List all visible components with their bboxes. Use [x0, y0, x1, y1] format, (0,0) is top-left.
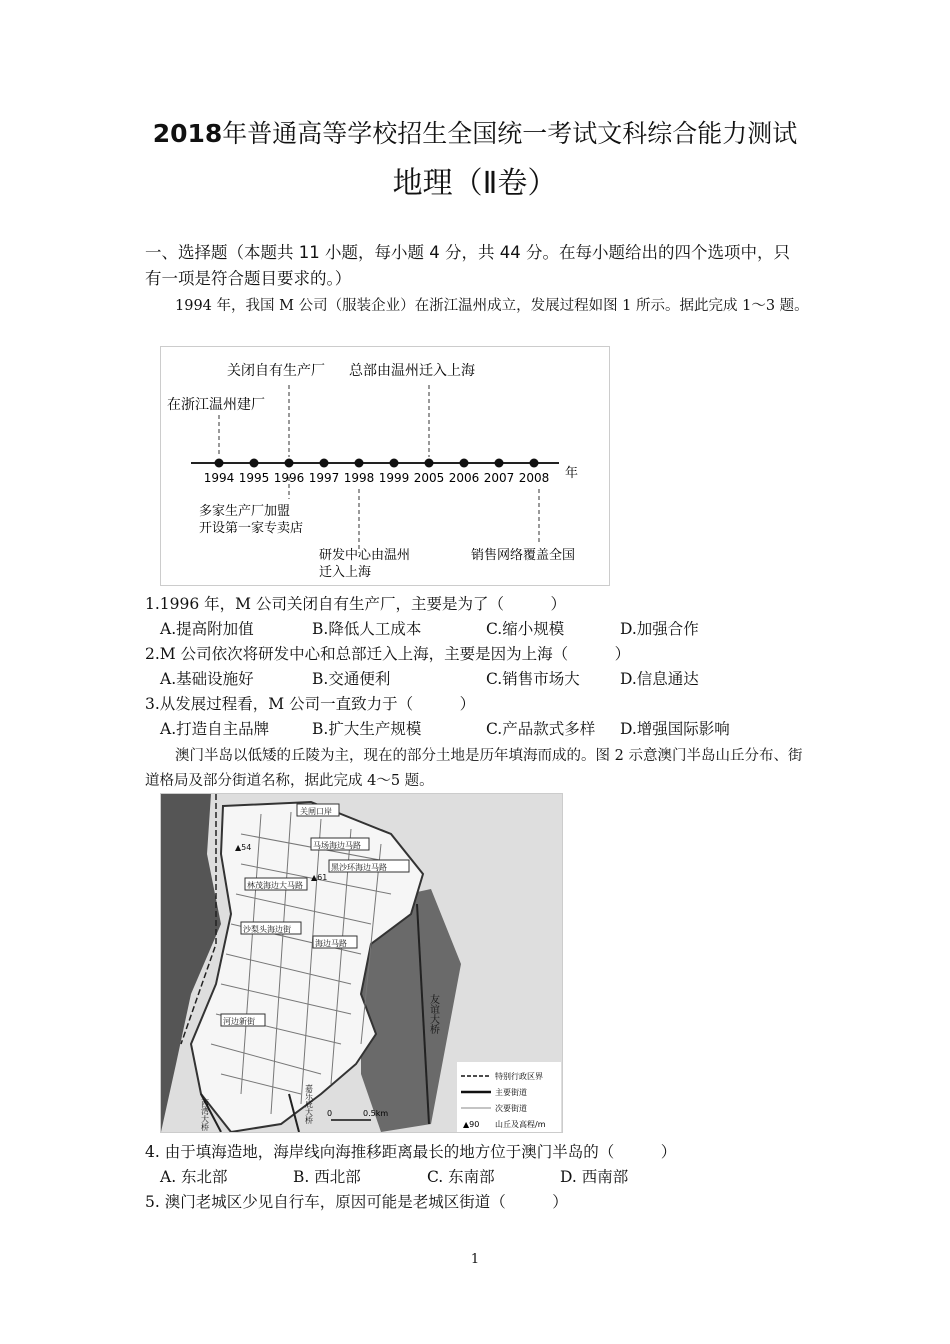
timeline-year-label: 1995 — [238, 471, 270, 485]
label-road6: 河边新街 — [223, 1017, 255, 1026]
question-stem: 1.1996 年，M 公司关闭自有生产厂，主要是为了（ ） — [145, 595, 566, 613]
question-stem: 3.从发展过程看，M 公司一直致力于（ ） — [145, 695, 476, 713]
timeline-year-label: 2006 — [448, 471, 480, 485]
event-2005: 总部由温州迁入上海 — [349, 363, 475, 379]
option-a[interactable]: A. 东北部 — [160, 1168, 228, 1186]
label-road1: 马场海边马路 — [313, 841, 361, 850]
page-number: 1 — [470, 1252, 480, 1267]
question-stem: 2.M 公司依次将研发中心和总部迁入上海，主要是因为上海（ ） — [145, 645, 631, 663]
option-d[interactable]: D. 西南部 — [560, 1168, 629, 1186]
event-1994: 在浙江温州建厂 — [167, 397, 265, 413]
label-road5: 海边马路 — [315, 939, 347, 948]
timeline-year-label: 1998 — [343, 471, 375, 485]
timeline-point — [285, 459, 294, 468]
figure-1-timeline — [160, 346, 610, 586]
question-stem: 4. 由于填海造地，海岸线向海推移距离最长的地方位于澳门半岛的（ ） — [145, 1143, 677, 1161]
option-c[interactable]: C. 东南部 — [427, 1168, 495, 1186]
page-subtitle: 地理（Ⅱ卷） — [392, 166, 558, 201]
option-a[interactable]: A.基础设施好 — [160, 670, 254, 688]
label-gate: 关闸口岸 — [300, 807, 332, 816]
timeline-point — [390, 459, 399, 468]
event-1996-below-1: 多家生产厂加盟 — [199, 504, 291, 519]
label-road2: 黑沙环海边马路 — [331, 863, 387, 872]
timeline-point — [530, 459, 539, 468]
scale-dist: 0.5km — [363, 1109, 389, 1118]
option-d[interactable]: D.信息通达 — [620, 670, 699, 688]
option-c[interactable]: C.销售市场大 — [486, 670, 580, 688]
event-2008: 销售网络覆盖全国 — [471, 548, 576, 563]
timeline-year-label: 1994 — [203, 471, 235, 485]
map-legend — [457, 1062, 561, 1132]
section-instructions: 一、选择题（本题共 11 小题，每小题 4 分，共 44 分。在每小题给出的四个选项中，只有一项是符合题目要求的。） — [145, 243, 790, 288]
legend-hill: 山丘及高程/m — [495, 1120, 546, 1129]
year-unit: 年 — [565, 466, 579, 481]
timeline-point — [425, 459, 434, 468]
option-d[interactable]: D.加强合作 — [620, 620, 699, 638]
label-road3: 林茂海边大马路 — [247, 881, 303, 890]
timeline-year-label: 1997 — [308, 471, 340, 485]
legend-minor: 次要街道 — [495, 1104, 527, 1113]
event-1996-below-2: 开设第一家专卖店 — [199, 521, 304, 536]
option-b[interactable]: B.交通便利 — [312, 670, 391, 688]
legend-boundary: 特别行政区界 — [495, 1072, 543, 1081]
timeline-point — [355, 459, 364, 468]
event-1998-2: 迁入上海 — [319, 565, 372, 580]
option-c[interactable]: C.缩小规模 — [486, 620, 565, 638]
option-a[interactable]: A.打造自主品牌 — [160, 720, 270, 738]
page-title: 2018年普通高等学校招生全国统一考试文科综合能力测试 — [152, 119, 798, 148]
legend-main: 主要街道 — [495, 1088, 527, 1097]
intro-paragraph-1: 1994 年，我国 M 公司（服装企业）在浙江温州成立，发展过程如图 1 所示。据此完成 1～3 题。 — [175, 298, 809, 314]
option-a[interactable]: A.提高附加值 — [160, 620, 254, 638]
timeline-point — [215, 459, 224, 468]
label-road4: 沙梨头海边街 — [243, 925, 291, 934]
timeline-point — [460, 459, 469, 468]
map-svg — [161, 794, 562, 1132]
timeline-year-label: 2007 — [483, 471, 515, 485]
timeline-point — [250, 459, 259, 468]
event-1996-above: 关闭自有生产厂 — [227, 363, 325, 379]
timeline-year-label: 1999 — [378, 471, 410, 485]
question-stem: 5. 澳门老城区少见自行车，原因可能是老城区街道（ ） — [145, 1193, 568, 1211]
timeline-point — [495, 459, 504, 468]
timeline-svg — [161, 347, 609, 585]
option-d[interactable]: D.增强国际影响 — [620, 720, 730, 738]
option-b[interactable]: B. 西北部 — [293, 1168, 361, 1186]
label-bridge-xiwan: 西湾大桥 — [200, 1099, 210, 1131]
label-bridge-youyi: 友谊大桥 — [427, 994, 439, 1034]
label-bridge-jialebi: 嘉乐庇大桥 — [304, 1084, 314, 1124]
timeline-year-label: 1996 — [273, 471, 305, 485]
hill-54: ▲54 — [235, 843, 252, 852]
timeline-year-label: 2005 — [413, 471, 445, 485]
timeline-year-label: 2008 — [518, 471, 550, 485]
figure-2-macau-map — [160, 793, 563, 1133]
scale-zero: 0 — [327, 1109, 333, 1118]
option-b[interactable]: B.降低人工成本 — [312, 620, 422, 638]
hill-61: ▲61 — [311, 873, 328, 882]
option-c[interactable]: C.产品款式多样 — [486, 720, 596, 738]
event-1998-1: 研发中心由温州 — [319, 548, 411, 563]
intro-paragraph-2: 澳门半岛以低矮的丘陵为主，现在的部分土地是历年填海而成的。图 2 示意澳门半岛山丘分布、街道格局及部分街道名称，据此完成 4～5 题。 — [145, 748, 803, 789]
legend-hill-sample: ▲90 — [463, 1120, 480, 1129]
timeline-point — [320, 459, 329, 468]
option-b[interactable]: B.扩大生产规模 — [312, 720, 422, 738]
